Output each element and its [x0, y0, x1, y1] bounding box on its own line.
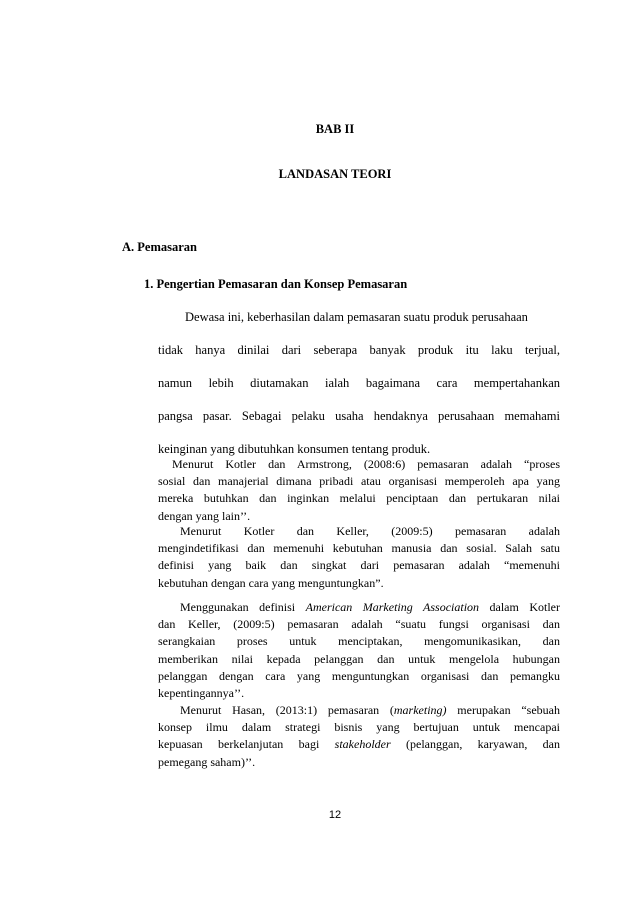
quote-line: definisi yang baik dan singkat dari pemasaran adalah “memenuhi	[158, 558, 560, 573]
paragraph-line: namun lebih diutamakan ialah bagaimana cara mempertahankan	[158, 376, 560, 390]
quote-hasan	[158, 702, 560, 771]
quote-line: dengan yang lain’’.	[158, 508, 251, 523]
quote-line: kepentingannya’’.	[158, 686, 245, 701]
quote-text: Menggunakan definisi	[180, 600, 306, 614]
quote-line: sosial dan manajerial dimana pribadi atau organisasi memperoleh apa yang	[158, 474, 560, 489]
quote-line: konsep ilmu dalam strategi bisnis yang bertujuan untuk mencapai	[158, 720, 560, 735]
quote-italic-text: stakeholder	[334, 737, 391, 752]
section-heading: A. Pemasaran	[122, 240, 197, 254]
paragraph-line: pangsa pasar. Sebagai pelaku usaha hendaknya perusahaan memahami	[158, 409, 560, 423]
quote-line: kebutuhan dengan cara yang menguntungkan”.	[158, 575, 384, 590]
quote-kotler-keller	[158, 523, 560, 592]
quote-line: Menurut Kotler dan Keller, (2009:5) pemasaran adalah	[180, 524, 560, 538]
intro-paragraph	[158, 301, 560, 466]
quote-italic-text: marketing)	[393, 703, 447, 717]
quote-line: pelanggan dengan cara yang menguntungkan organisasi dan pemangku	[158, 668, 560, 683]
quote-text: kepuasan berkelanjutan bagi	[158, 737, 335, 752]
quote-text: Menurut Hasan, (2013:1) pemasaran (	[180, 703, 394, 717]
quote-line	[158, 736, 560, 753]
quote-ama-definition	[158, 599, 560, 702]
subsection-heading: 1. Pengertian Pemasaran dan Konsep Pemasaran	[144, 277, 408, 291]
quote-line: mengindetifikasi dan memenuhi kebutuhan manusia dan sosial. Salah satu	[158, 541, 560, 556]
quote-text: (pelanggan, karyawan, dan	[390, 737, 560, 752]
quote-line	[158, 599, 560, 616]
paragraph-line: Dewasa ini, keberhasilan dalam pemasaran suatu produk perusahaan	[185, 310, 528, 324]
quote-line: memberikan nilai kepada pelanggan dan untuk mengelola hubungan	[158, 651, 560, 666]
paragraph-line: tidak hanya dinilai dari seberapa banyak produk itu laku terjual,	[158, 343, 560, 357]
quote-text: dalam Kotler	[479, 600, 560, 614]
quote-text: merupakan “sebuah	[446, 703, 560, 717]
chapter-number: BAB II	[315, 122, 355, 136]
quote-line: dan Keller, (2009:5) pemasaran adalah “suatu fungsi organisasi dan	[158, 617, 560, 632]
quote-line: mereka butuhkan dan inginkan melalui penciptaan dan pertukaran nilai	[158, 491, 560, 506]
quote-line: serangkaian proses untuk menciptakan, mengomunikasikan, dan	[158, 634, 560, 649]
quote-italic-text: American Marketing Association	[305, 600, 480, 614]
quote-kotler-armstrong	[158, 456, 560, 525]
chapter-title: LANDASAN TEORI	[278, 167, 392, 181]
paragraph-line: keinginan yang dibutuhkan konsumen tentang produk.	[158, 442, 431, 456]
quote-line: pemegang saham)’’.	[158, 754, 256, 769]
quote-line: Menurut Kotler dan Armstrong, (2008:6) pemasaran adalah “proses	[172, 457, 560, 471]
page-number: 12	[328, 809, 342, 821]
quote-line	[158, 702, 560, 719]
